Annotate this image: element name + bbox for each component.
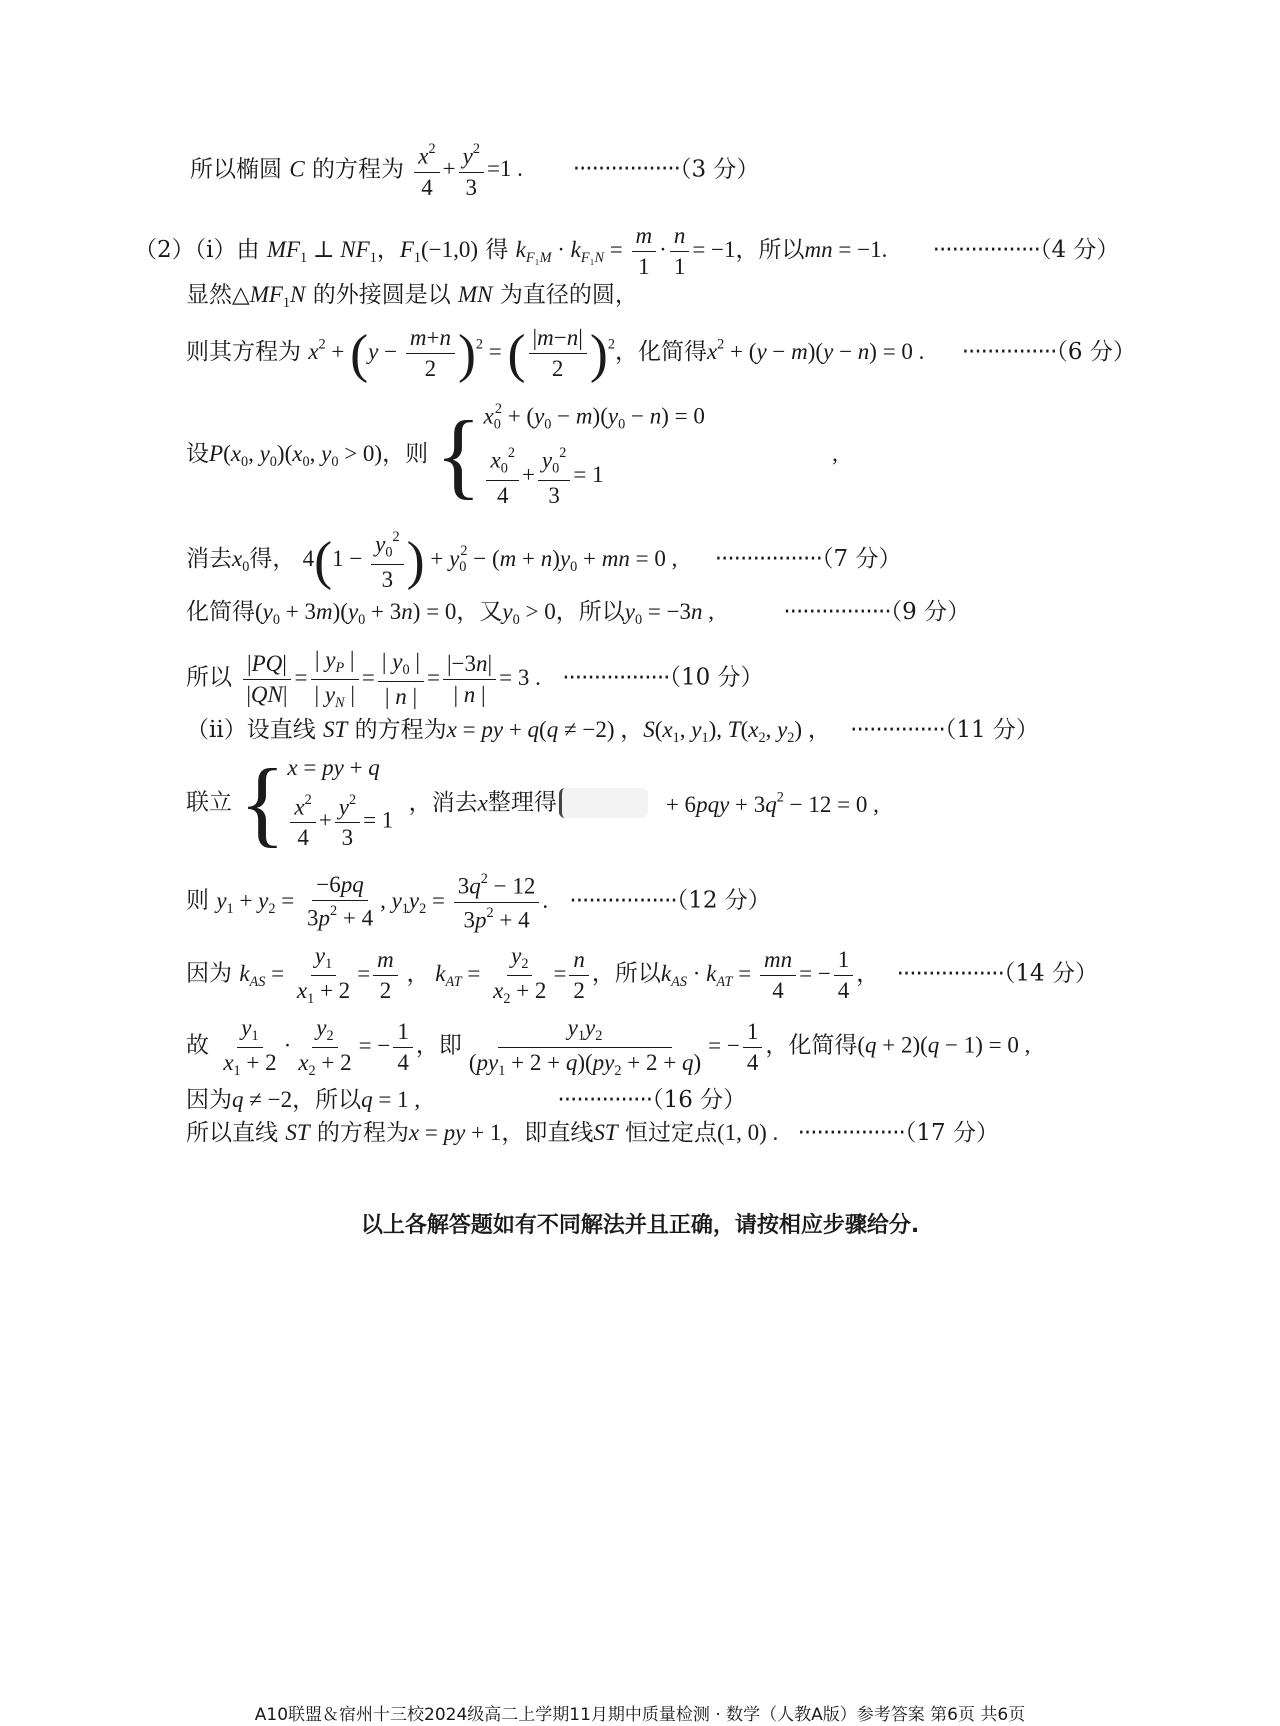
math: $x^2 + (y$ − $\frac{m+n}{2}$ )$^2$ = ( $\frac{|m-n|}{2}$ )$^2$ (308, 323, 615, 384)
line-ratio: 所以 $\frac{|PQ|}{|QN|}$ = $\frac{| y_P |}{| y_N |}$ = $\frac{| y_0 |}{| n |}$ = $\frac{|-3n|}{| n |}$ = 3 . ·················（10 分） (186, 647, 764, 711)
math: $\frac{y_1y_2}{(py_1 + 2 + q)(py_2 + 2 + q)}$ = − $\frac{1}{4}$ (462, 1033, 765, 1058)
math: $P(x_0$, $y_0)(x_0$, $y_0 > 0$) (209, 440, 383, 470)
math: $k_{AS} \cdot k_{AT}$ = $\frac{mn}{4}$ = − $\frac{1}{4}$ ， (660, 946, 880, 1003)
line-therefore: 故 $\frac{y_1}{x_1 + 2}$ · $\frac{y_2}{x_2 + 2}$ = − $\frac{1}{4}$ ，即 $\frac{y_1y_2}{(py_1 + 2 + q)(py_2 + 2 + q)}$ = − $\frac{1}{4}$ ，化简得(q + 2)(q − 1) = 0 , (186, 1015, 1031, 1079)
line-final: 所以直线 ST 的方程为x = py + 1，即直线ST 恒过定点(1, 0) . ·················（17 分） (186, 1120, 999, 1146)
math: (q + 2)(q − 1) = 0 , (857, 1032, 1031, 1058)
math: q = 1 , (361, 1087, 421, 1112)
math: $\frac{x^2}{4}$ + $\frac{y^2}{3}$ =1 . (411, 156, 528, 181)
grading-note: 以上各解答题如有不同解法并且正确，请按相应步骤给分. (360, 1213, 920, 1238)
math: MN (458, 282, 493, 307)
math: + $6pqy + 3q^2 - 12 = 0$ , (665, 789, 879, 817)
math: $MF_1$ ⊥ $NF_1$，$F_1(-1,0)$ (266, 236, 479, 266)
equation-system: { $x_0^2 + (y_0 - m)(y_0 - n) = 0$ $\frac{x_0^2}{4}$ + $\frac{y_0^2}{3}$ = 1 (435, 400, 705, 508)
page-footer: A10联盟＆宿州十三校2024级高二上学期11月期中质量检测 · 数学（人教A版）参考答案 第6页 共6页 (254, 1705, 1026, 1725)
math: q ≠ −2 (232, 1087, 293, 1112)
line-circumcircle: 显然$\triangle MF_1N$ 的外接圆是以 MN 为直径的圆， (186, 282, 638, 311)
math: $k_{AS}$ = $\frac{y_1}{x_1 + 2}$ = $\frac{m}{2}$ ， $k_{AT}$ = $\frac{y_2}{x_2 + 2}$ = $\frac{n}{2}$ (239, 961, 592, 986)
line-part2-ii: （ⅱ）设直线 ST 的方程为x = py + q(q ≠ −2) ，$S(x_1$, $y_1$), $T(x_2$, $y_2$) ， ···············（11 分） (186, 717, 1039, 746)
math: (1, 0) . (716, 1120, 779, 1145)
line-set-p: 设$P(x_0$, $y_0)(x_0$, $y_0 > 0$)，则 { $x_0^2 + (y_0 - m)(y_0 - n) = 0$ $\frac{x_0^2}{4}$ + $\frac{y_0^2}{3}$ = 1 , (186, 400, 838, 508)
math: $x^2 + (y - m)(y - n) = 0$ . (706, 336, 925, 364)
line-joint: 联立 { x = py + q $\frac{x^2}{4}$ + $\frac{y^2}{3}$ = 1 ，消去x整理得 + $6pqy + 3q^2 - 12 = 0$ , (186, 749, 879, 856)
obscured-region (559, 788, 648, 818)
math: $y_1 + y_2$ = $\frac{-6pq}{3p^2 + 4}$ , $y_1y_2$ = $\frac{3q^2 - 12}{3p^2 + 4}$ . (216, 871, 549, 933)
line-vieta: 则 $y_1 + y_2$ = $\frac{-6pq}{3p^2 + 4}$ , $y_1y_2$ = $\frac{3q^2 - 12}{3p^2 + 4}$ . ·················（12 分） (186, 871, 771, 933)
math: C (289, 156, 305, 182)
math: ST (323, 717, 348, 742)
line-ellipse-equation: 所以椭圆 C 的方程为 $\frac{x^2}{4}$ + $\frac{y^2}{3}$ =1 . ·················（3 分） (190, 141, 760, 200)
math: $y_0 = -3n$ , (624, 599, 715, 628)
math: $(y_0 + 3m)(y_0 + 3n) = 0$ (255, 599, 457, 628)
equation-system: { x = py + q $\frac{x^2}{4}$ + $\frac{y^2}{3}$ = 1 (239, 749, 394, 856)
line-eliminate: 消去$x_0$得， 4(1 − $\frac{y_0^2}{3}$ ) + $y_0^2 - (m + n)y_0$ + mn = 0 , ·················（7 分） (186, 529, 902, 592)
line-simplify: 化简得$(y_0 + 3m)(y_0 + 3n) = 0$，又$y_0 > 0$，所以$y_0 = -3n$ , ·················（9 分） (186, 599, 971, 628)
math: $y_0 > 0$ (502, 599, 556, 628)
math: ST (593, 1120, 618, 1145)
math: $x_0$ (232, 546, 250, 576)
math: 4(1 − $\frac{y_0^2}{3}$ ) + $y_0^2 - (m + n)y_0$ + mn = 0 , (302, 529, 678, 592)
math: $\triangle MF_1N$ (232, 282, 306, 311)
math: x = py + q(q ≠ −2) ，$S(x_1$, $y_1$), $T(x_2$, $y_2$) ， (446, 717, 831, 746)
line-slopes: 因为 $k_{AS}$ = $\frac{y_1}{x_1 + 2}$ = $\frac{m}{2}$ ， $k_{AT}$ = $\frac{y_2}{x_2 + 2}$ = $\frac{n}{2}$ ，所以$k_{AS} \cdot k_{AT}$ = $\frac{mn}{4}$ = − $\frac{1}{4}$ ， ·················（14 分） (186, 943, 1098, 1007)
line-circle-equation: 则其方程为 $x^2 + (y$ − $\frac{m+n}{2}$ )$^2$ = ( $\frac{|m-n|}{2}$ )$^2$，化简得$x^2 + (y - m)(y - n) = 0$ . ···············（6 分） (186, 323, 1136, 384)
math: mn = −1. (804, 236, 888, 262)
line-q-value: 因为q ≠ −2，所以q = 1 , ···············（16 分） (186, 1087, 747, 1113)
line-part2-i: （2）（ⅰ）由 $MF_1$ ⊥ $NF_1$，$F_1(-1,0)$ 得 $k_{F_1M} \cdot k_{F_1N}$ = $\frac{m}{1}$ · $\frac{n}{1}$ = −1，所以mn = −1. ·················（4 分） (134, 223, 1120, 280)
math: x = py + 1 (408, 1120, 502, 1145)
math: $k_{F_1M} \cdot k_{F_1N}$ = $\frac{m}{1}$ · $\frac{n}{1}$ = −1 (515, 223, 736, 280)
math: ST (285, 1120, 310, 1145)
math: $\frac{|PQ|}{|QN|}$ = $\frac{| y_P |}{| y_N |}$ = $\frac{| y_0 |}{| n |}$ = $\frac{|-3n|}{| n |}$ = 3 . (239, 665, 541, 690)
math: $\frac{y_1}{x_1 + 2}$ · $\frac{y_2}{x_2 + 2}$ = − $\frac{1}{4}$ (216, 1033, 416, 1058)
